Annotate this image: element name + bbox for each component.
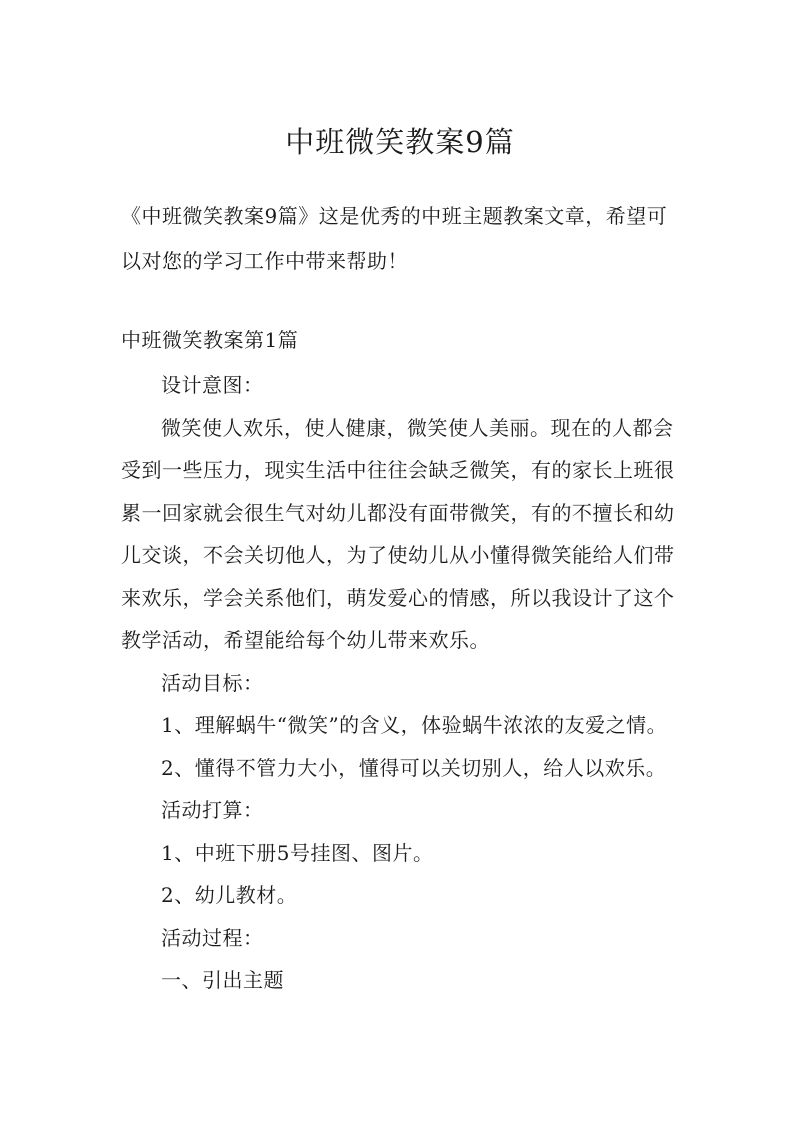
paragraph-goals-heading: 活动目标： [161,670,264,695]
paragraph-process-step-1: 一、引出主题 [161,968,284,992]
paragraph-preparation-heading: 活动打算： [161,798,264,822]
intro-paragraph [121,194,685,284]
paragraph-design-intent-heading: 设计意图： [161,373,264,397]
paragraph-design-intent: 微笑使人欢乐，使人健康，微笑使人美丽。现在的人都会受到一些压力，现实生活中往往会缺乏微笑，有的家长上班很累一回家就会很生气对幼儿都没有面带微笑，有的不擅长和幼儿交谈，不会关切他人，为了使幼儿从小懂得微笑能给人们带来欢乐，学会关系他们，萌发爱心的情感，所以我设计了这个教学活动，希望能给每个幼儿带来欢乐。 [121,415,675,652]
document-title: 中班微笑教案9篇 [285,125,515,159]
paragraph-process-heading: 活动过程： [161,925,264,950]
paragraph-preparation-2: 2、幼儿教材。 [161,883,298,907]
section-heading-text: 中班微笑教案第1篇 [121,328,299,352]
body-text [121,364,685,1002]
intro-text: 《中班微笑教案9篇》这是优秀的中班主题教案文章，希望可以对您的学习工作中带来帮助！ [121,204,668,273]
paragraph-goal-2: 2、懂得不管力大小，懂得可以关切别人，给人以欢乐。 [161,755,667,780]
paragraph-preparation-1: 1、中班下册5号挂图、图片。 [161,840,434,865]
section-heading [121,318,685,363]
paragraph-goal-1: 1、理解蜗牛“微笑”的含义，体验蜗牛浓浓的友爱之情。 [161,713,668,737]
